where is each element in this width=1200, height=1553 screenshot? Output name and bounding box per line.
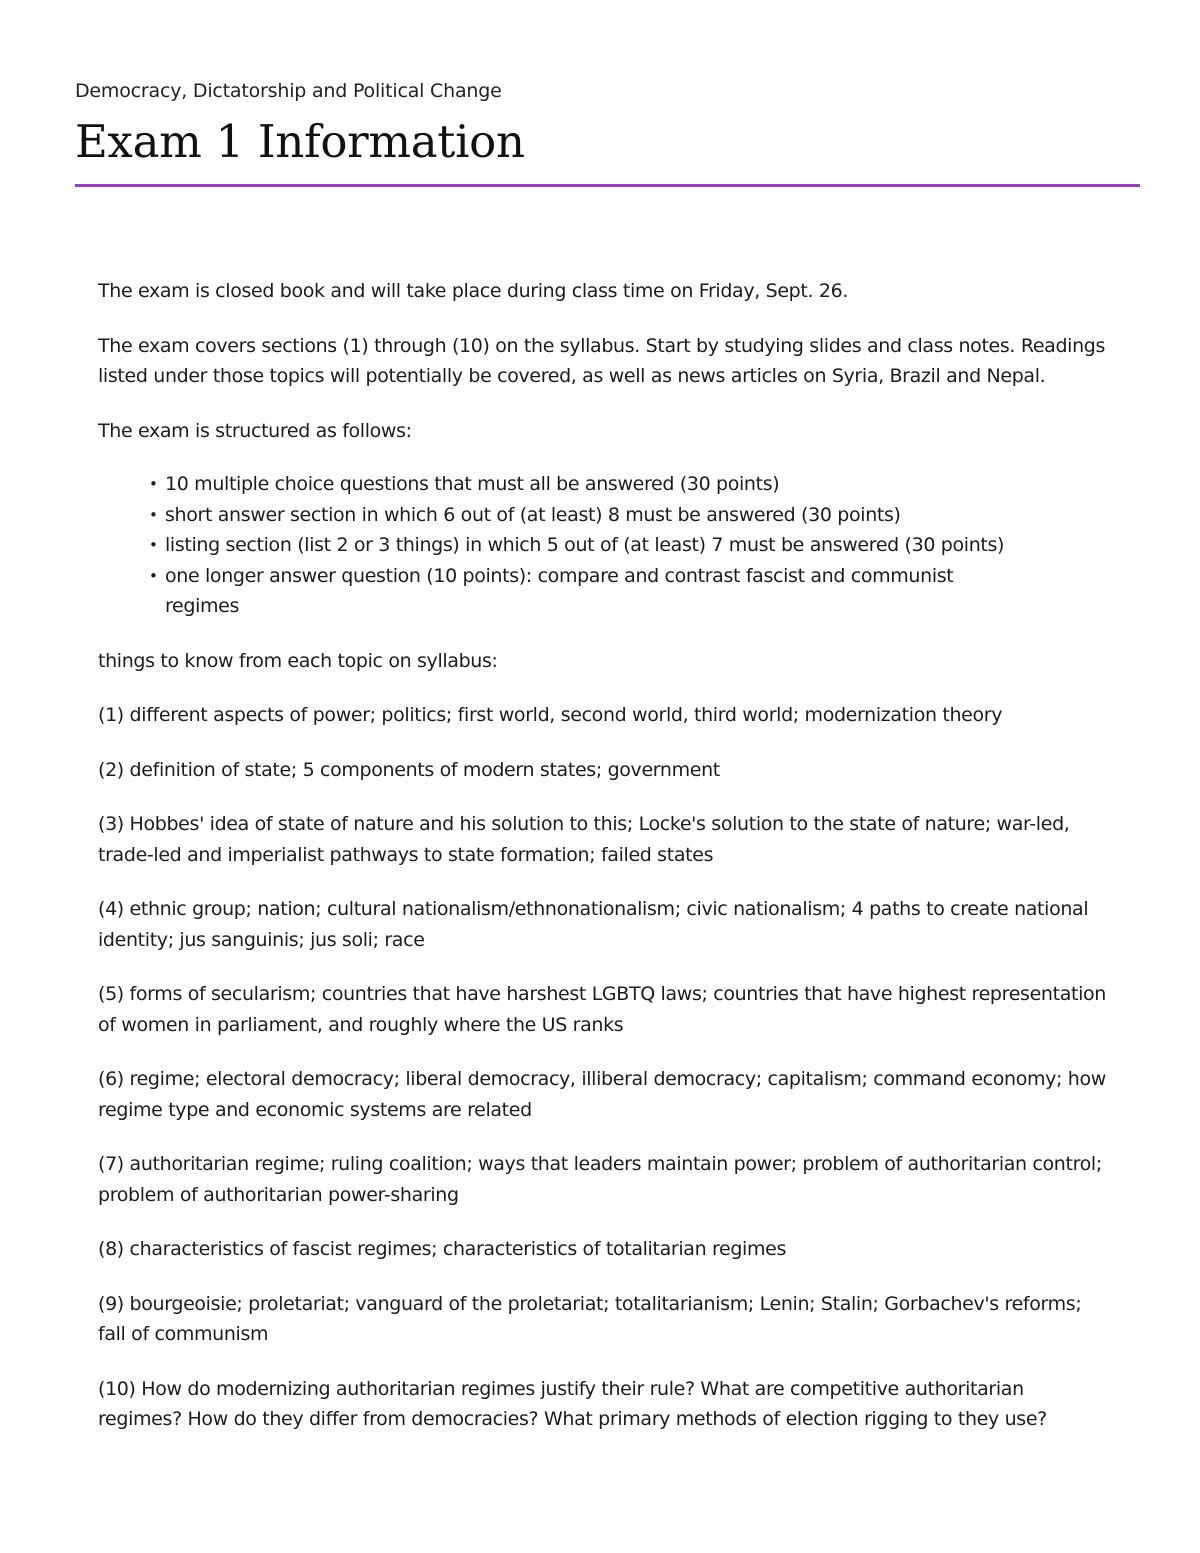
- topic-10: (10) How do modernizing authoritarian regimes justify their rule? What are competitive authoritarian regimes? How do they differ from democracies? What primary methods of election rigging to they use?: [98, 1377, 1047, 1430]
- topic-6: (6) regime; electoral democracy; liberal democracy, illiberal democracy; capitalism; command economy; how regime type and economic systems are related: [98, 1068, 1106, 1121]
- course-name: Democracy, Dictatorship and Political Change: [75, 80, 502, 102]
- topics-intro: things to know from each topic on syllabus:: [98, 649, 498, 672]
- list-item: • listing section (list 2 or 3 things) in which 5 out of (at least) 7 must be answered (30 points): [165, 530, 1025, 561]
- topic-2: (2) definition of state; 5 components of modern states; government: [98, 758, 720, 781]
- topic-3: (3) Hobbes' idea of state of nature and his solution to this; Locke's solution to the state of nature; war-led, trade-led and imperialist pathways to state formation; failed states: [98, 813, 1070, 866]
- list-item: • one longer answer question (10 points): compare and contrast fascist and communist regimes: [165, 561, 1025, 622]
- topic-8: (8) characteristics of fascist regimes; characteristics of totalitarian regimes: [98, 1238, 787, 1260]
- list-item: • 10 multiple choice questions that must all be answered (30 points): [165, 469, 1025, 500]
- topic-4: (4) ethnic group; nation; cultural nationalism/ethnonationalism; civic nationalism; 4 paths to create national identity; jus sanguinis; jus soli; race: [98, 898, 1089, 951]
- intro-coverage: The exam covers sections (1) through (10) on the syllabus. Start by studying slides and class notes. Readings listed under those topics will potentially be covered, as well as news articles on Syria, Brazil and Nepal.: [98, 334, 1106, 387]
- title-divider: [75, 184, 1140, 187]
- topic-5: (5) forms of secularism; countries that have harshest LGBTQ laws; countries that have highest representation of women in parliament, and roughly where the US ranks: [98, 983, 1106, 1036]
- intro-closed-book: The exam is closed book and will take place during class time on Friday, Sept. 26.: [98, 280, 849, 302]
- topic-9: (9) bourgeoisie; proletariat; vanguard of the proletariat; totalitarianism; Lenin; Stalin; Gorbachev's reforms; fall of communism: [98, 1292, 1082, 1345]
- intro-structure: The exam is structured as follows:: [98, 419, 412, 442]
- topic-7: (7) authoritarian regime; ruling coalition; ways that leaders maintain power; problem of authoritarian control; problem of authoritarian power-sharing: [98, 1153, 1102, 1206]
- topic-1: (1) different aspects of power; politics; first world, second world, third world; modernization theory: [98, 704, 1003, 726]
- page-title: Exam 1 Information: [75, 115, 525, 168]
- document-body: [98, 276, 1108, 1459]
- document-header: [75, 78, 1140, 187]
- list-item: • short answer section in which 6 out of (at least) 8 must be answered (30 points): [165, 500, 1025, 531]
- exam-structure-list: [98, 469, 1025, 622]
